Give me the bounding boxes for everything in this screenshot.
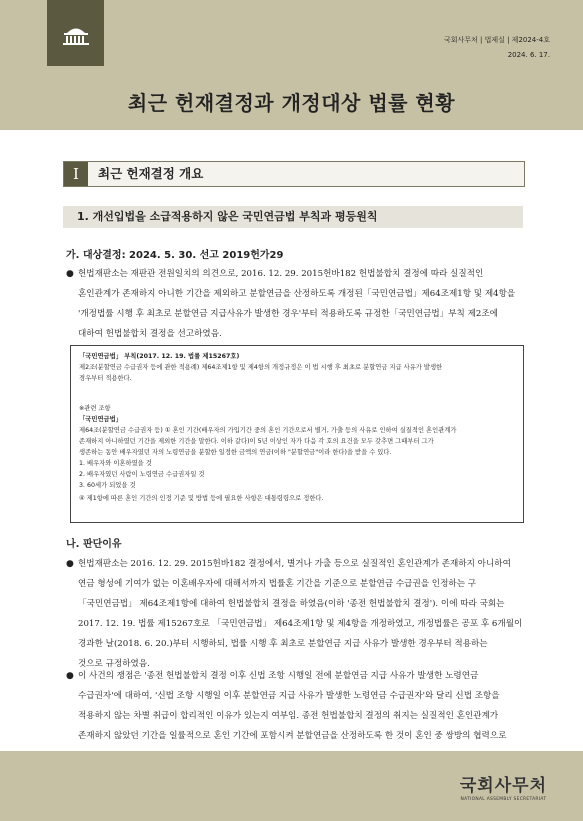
title-band — [0, 74, 583, 130]
publication-line: 국회사무처 | 법제실 | 제2024-4호 — [443, 36, 550, 44]
paragraph-line: 존재하지 않았던 기간을 일률적으로 혼인 기간에 포함시켜 분할연금을 산정하도록 한 것이 혼인 중 쌍방의 협력으로 — [78, 731, 507, 741]
law-box-line: 제64조(분할연금 수급권자 등) ① 혼인 기간(배우자의 가입기간 중의 혼인 기간으로서 별거, 가출 등의 사유로 인하여 실질적인 혼인관계가 — [79, 427, 457, 434]
paragraph-line: 것으로 규정하였음. — [78, 659, 150, 669]
footer-band — [0, 751, 583, 821]
law-box-line: 생존하는 동안 배우자였던 자의 노령연금을 분할한 일정한 금액의 연금(이하 "분할연금"이라 한다)을 받을 수 있다. — [79, 449, 392, 456]
publication-info — [444, 33, 550, 63]
law-box-line: 1. 배우자와 이혼하였을 것 — [79, 460, 152, 467]
footer-logo — [460, 771, 547, 802]
law-box-line: ※관련 조항 — [79, 405, 111, 412]
reasoning-paragraph-2 — [66, 666, 526, 746]
law-box-line: 「국민연금법」 — [79, 416, 123, 423]
paragraph-line: 혼인관계가 존재하지 아니한 기간을 제외하고 분할연금을 산정하도록 개정된「국민연금법」제64조제1항 및 제4항을 — [78, 289, 516, 299]
bullet-icon: ● — [66, 671, 74, 681]
paragraph-line: 연금 형성에 기여가 없는 이혼배우자에 대해서까지 법률혼 기간을 기준으로 분할연금 수급권을 인정하는 구 — [78, 579, 477, 589]
bullet-icon: ● — [66, 269, 74, 279]
paragraph-line: 경과한 날(2018. 6. 20.)부터 시행하되, 법률 시행 후 최초로 분할연금 지급 사유가 발생한 경우부터 적용하는 — [78, 639, 488, 649]
law-box-line: 2. 배우자였던 사람이 노령연금 수급권자일 것 — [79, 471, 205, 478]
paragraph-line: 수급권자'에 대하여, '신법 조항 시행일 이후 분할연금 지급 사유가 발생한 노령연금 수급권자'와 달리 신법 조항을 — [78, 691, 500, 701]
paragraph-line: '개정법률 시행 후 최초로 분할연금 지급사유가 발생한 경우'부터 적용하도록 규정한「국민연금법」부칙 제2조에 — [78, 309, 498, 319]
footer-logo-english: NATIONAL ASSEMBLY SECRETARIAT — [460, 797, 547, 802]
section-number: I — [64, 162, 88, 186]
paragraph-line: 헌법재판소는 재판관 전원일치의 의견으로, 2016. 12. 29. 2015헌바182 헌법불합치 결정에 따라 실질적인 — [78, 269, 484, 279]
law-box-line: 경우부터 적용한다. — [79, 375, 132, 382]
paragraph-line: 「국민연금법」 제64조제1항에 대하여 헌법불합치 결정을 하였음(이하 '종전 헌법불합치 결정'). 이에 따라 국회는 — [78, 599, 505, 609]
publication-date: 2024. 6. 17. — [507, 51, 550, 59]
law-box-line: 3. 60세가 되었을 것 — [79, 482, 136, 489]
bullet-icon: ● — [66, 559, 74, 569]
decision-heading: 가. 대상결정: 2024. 5. 30. 선고 2019헌가29 — [66, 250, 284, 261]
reasoning-paragraph-1 — [66, 554, 526, 674]
law-box-line: 제2조(분할연금 수급권자 등에 관한 적용례) 제64조제1항 및 제4항의 개정규정은 이 법 시행 후 최초로 분할연금 지급 사유가 발생한 — [79, 364, 443, 371]
paragraph-line: 헌법재판소는 2016. 12. 29. 2015헌바182 결정에서, 별거나 가출 등으로 실질적인 혼인관계가 존재하지 아니하여 — [78, 559, 511, 569]
footer-logo-korean: 국회사무처 — [459, 776, 547, 796]
reasoning-heading: 나. 판단이유 — [66, 539, 122, 550]
law-text-box — [70, 345, 524, 523]
section-title: 최근 헌재결정 개요 — [98, 166, 204, 181]
law-box-line: 「국민연금법」 부칙(2017. 12. 19. 법률 제15267호) — [79, 353, 240, 360]
paragraph-line: 이 사건의 쟁점은 '종전 헌법불합치 결정 이후 신법 조항 시행일 전에 분할연금 지급 사유가 발생한 노령연금 — [78, 671, 479, 681]
subsection-heading — [63, 206, 523, 228]
paragraph-line: 적용하지 않는 차별 취급이 합리적인 이유가 있는지 여부임. 종전 헌법불합치 결정의 취지는 실질적인 혼인관계가 — [78, 711, 499, 721]
paragraph-line: 대하여 헌법불합치 결정을 선고하였음. — [78, 329, 222, 339]
header-logo-box — [47, 0, 104, 66]
decision-summary-paragraph — [66, 264, 526, 344]
paragraph-line: 2017. 12. 19. 법률 제15267호로 「국민연금법」 제64조제1항 및 제4항을 개정하였고, 개정법률은 공포 후 6개월이 — [78, 619, 523, 629]
subsection-title: 1. 개선입법을 소급적용하지 않은 국민연금법 부칙과 평등원칙 — [77, 210, 378, 223]
law-box-line: ④ 제1항에 따른 혼인 기간의 인정 기준 및 방법 등에 필요한 사항은 대통령령으로 정한다. — [79, 495, 324, 502]
law-box-line: 존재하지 아니하였던 기간을 제외한 기간을 말한다. 이하 같다)이 5년 이상인 자가 다음 각 호의 요건을 모두 갖추면 그때부터 그가 — [79, 438, 434, 445]
section-heading — [63, 161, 525, 187]
top-banner — [0, 0, 583, 74]
page-title: 최근 헌재결정과 개정대상 법률 현황 — [127, 91, 456, 115]
assembly-building-icon — [61, 24, 91, 46]
